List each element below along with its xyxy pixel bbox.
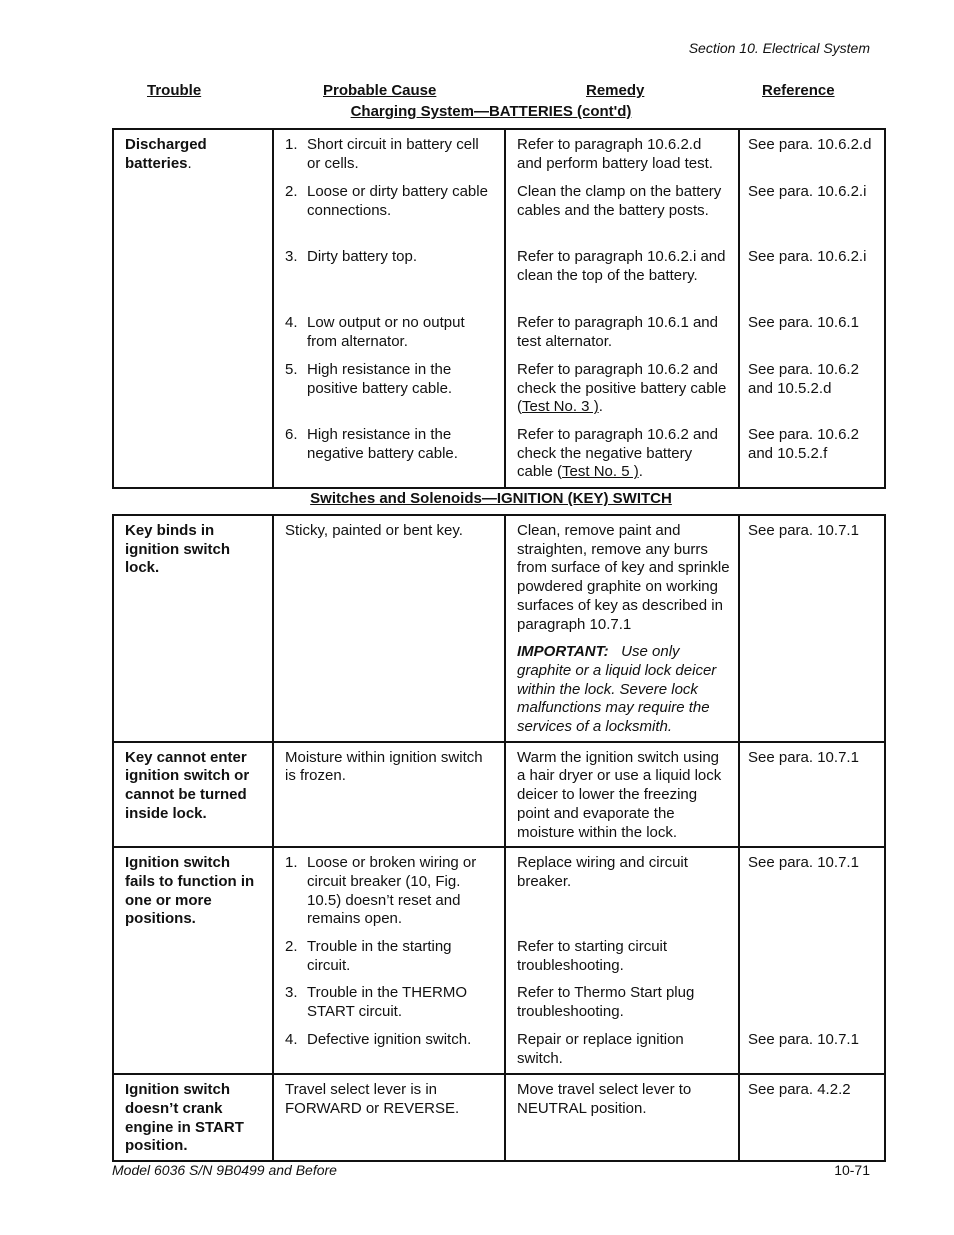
reference-text: See para. 10.6.2.i bbox=[748, 183, 867, 200]
remedy-item bbox=[517, 361, 730, 426]
column-header-cause: Probable Cause bbox=[323, 82, 437, 99]
remedy-text: Refer to paragraph 10.6.2.d and perform battery load test. bbox=[517, 136, 713, 172]
test-link[interactable]: Test No. 5 ) bbox=[562, 463, 639, 481]
cause-cell: Travel select lever is in FORWARD or REVERSE. bbox=[273, 1074, 505, 1161]
cause-text: Trouble in the starting circuit. bbox=[307, 938, 452, 974]
table-row bbox=[113, 129, 885, 488]
section-title-batteries: Charging System—BATTERIES (cont'd) bbox=[350, 103, 632, 120]
trouble-text: Discharged batteries bbox=[125, 136, 207, 172]
cause-text: Trouble in the THERMO START circuit. bbox=[307, 984, 468, 1020]
reference-text: See para. 10.6.2.i bbox=[748, 248, 867, 265]
cause-item bbox=[285, 426, 496, 463]
item-number: 1. bbox=[285, 136, 298, 153]
test-link[interactable]: Test No. 3 ) bbox=[522, 398, 599, 416]
reference-text bbox=[748, 938, 876, 984]
cause-item bbox=[285, 984, 496, 1031]
ignition-table bbox=[112, 514, 886, 1162]
item-number: 3. bbox=[285, 984, 298, 1002]
table-row bbox=[113, 742, 885, 848]
cause-item bbox=[285, 248, 496, 314]
remedy-text: Refer to Thermo Start plug troubleshooting. bbox=[517, 984, 695, 1020]
table-row bbox=[113, 515, 885, 742]
cause-item bbox=[285, 183, 496, 248]
reference-cell bbox=[739, 847, 885, 1074]
remedy-text: Refer to paragraph 10.6.1 and test alternator. bbox=[517, 314, 718, 350]
remedy-cell bbox=[505, 129, 739, 488]
cause-item bbox=[285, 314, 496, 361]
cause-item bbox=[285, 938, 496, 984]
reference-cell bbox=[739, 129, 885, 488]
section-title-ignition: Switches and Solenoids—IGNITION (KEY) SWITCH bbox=[310, 490, 672, 507]
trouble-cell: Ignition switch doesn’t crank engine in START position. bbox=[113, 1074, 273, 1161]
remedy-item bbox=[517, 426, 730, 482]
column-header-reference: Reference bbox=[762, 82, 835, 99]
cause-item bbox=[285, 854, 496, 938]
remedy-text: Refer to starting circuit troubleshooting. bbox=[517, 938, 668, 974]
table-row bbox=[113, 1074, 885, 1161]
remedy-cell: Warm the ignition switch using a hair dryer or use a liquid lock deicer to lower the freezing point and evaporate the moisture within the lock. bbox=[505, 742, 739, 848]
item-number: 4. bbox=[285, 314, 298, 331]
cause-cell: Sticky, painted or bent key. bbox=[273, 515, 505, 742]
remedy-text: Refer to paragraph 10.6.2 and check the negative battery cable ( bbox=[517, 426, 718, 481]
reference-text: See para. 10.6.2 and 10.5.2.f bbox=[748, 426, 859, 462]
cause-text: Low output or no output from alternator. bbox=[307, 314, 465, 350]
item-number: 6. bbox=[285, 426, 298, 443]
reference-cell: See para. 10.7.1 bbox=[739, 742, 885, 848]
cause-text: High resistance in the positive battery cable. bbox=[307, 361, 453, 397]
remedy-punctuation: . bbox=[638, 463, 643, 481]
reference-text: See para. 10.6.2.d bbox=[748, 136, 872, 153]
remedy-text: Refer to paragraph 10.6.2.i and clean the top of the battery. bbox=[517, 248, 726, 284]
batteries-table bbox=[112, 128, 886, 489]
important-note bbox=[517, 643, 730, 737]
reference-cell: See para. 10.7.1 bbox=[739, 515, 885, 742]
item-number: 4. bbox=[285, 1031, 298, 1049]
cause-item bbox=[285, 1031, 496, 1050]
cause-text: Short circuit in battery cell or cells. bbox=[307, 136, 479, 172]
trouble-cell: Key binds in ignition switch lock. bbox=[113, 515, 273, 742]
cause-cell: Moisture within ignition switch is frozen. bbox=[273, 742, 505, 848]
remedy-cell bbox=[505, 515, 739, 742]
reference-text: See para. 10.7.1 bbox=[748, 854, 859, 872]
item-number: 2. bbox=[285, 183, 298, 200]
reference-text bbox=[748, 984, 876, 1031]
cause-text: Dirty battery top. bbox=[307, 248, 418, 265]
trouble-cell: Ignition switch fails to function in one or more positions. bbox=[113, 847, 273, 1074]
cause-text: Loose or broken wiring or circuit breaker (10, Fig. 10.5) doesn’t reset and remains open. bbox=[307, 854, 477, 928]
remedy-text: Replace wiring and circuit breaker. bbox=[517, 854, 688, 890]
important-text: Use only graphite or a liquid lock deicer within the lock. Severe lock malfunctions may require the services of a locksmith. bbox=[517, 643, 717, 736]
item-number: 5. bbox=[285, 361, 298, 378]
reference-cell: See para. 4.2.2 bbox=[739, 1074, 885, 1161]
cause-item bbox=[285, 361, 496, 426]
item-number: 2. bbox=[285, 938, 298, 956]
reference-text: See para. 10.7.1 bbox=[748, 1031, 859, 1049]
trouble-cell: Key cannot enter ignition switch or cannot be turned inside lock. bbox=[113, 742, 273, 848]
table-row bbox=[113, 847, 885, 1074]
cause-text: High resistance in the negative battery cable. bbox=[307, 426, 458, 462]
reference-text: See para. 10.6.2 and 10.5.2.d bbox=[748, 361, 859, 397]
trouble-punctuation: . bbox=[187, 154, 192, 172]
remedy-text: Clean the clamp on the battery cables and the battery posts. bbox=[517, 183, 722, 219]
important-label: IMPORTANT: bbox=[517, 643, 609, 661]
remedy-cell: Move travel select lever to NEUTRAL position. bbox=[505, 1074, 739, 1161]
remedy-text: Repair or replace ignition switch. bbox=[517, 1031, 684, 1067]
remedy-text: Clean, remove paint and straighten, remove any burrs from surface of key and sprinkle powdered graphite on working surfaces of key as described in paragraph 10.7.1 bbox=[517, 522, 730, 633]
trouble-cell bbox=[113, 129, 273, 488]
page-header: Section 10. Electrical System bbox=[688, 40, 870, 56]
page-number: 10-71 bbox=[834, 1162, 870, 1178]
item-number: 1. bbox=[285, 854, 298, 872]
reference-text: See para. 10.6.1 bbox=[748, 314, 859, 331]
remedy-punctuation: . bbox=[598, 398, 603, 416]
column-header-trouble: Trouble bbox=[147, 82, 202, 99]
footer-model: Model 6036 S/N 9B0499 and Before bbox=[112, 1162, 337, 1178]
cause-cell bbox=[273, 129, 505, 488]
cause-item bbox=[285, 136, 496, 183]
remedy-text: Refer to paragraph 10.6.2 and check the positive battery cable ( bbox=[517, 361, 727, 416]
cause-cell bbox=[273, 847, 505, 1074]
column-header-remedy: Remedy bbox=[586, 82, 645, 99]
item-number: 3. bbox=[285, 248, 298, 265]
cause-text: Defective ignition switch. bbox=[307, 1031, 472, 1049]
remedy-cell bbox=[505, 847, 739, 1074]
cause-text: Loose or dirty battery cable connections. bbox=[307, 183, 488, 219]
